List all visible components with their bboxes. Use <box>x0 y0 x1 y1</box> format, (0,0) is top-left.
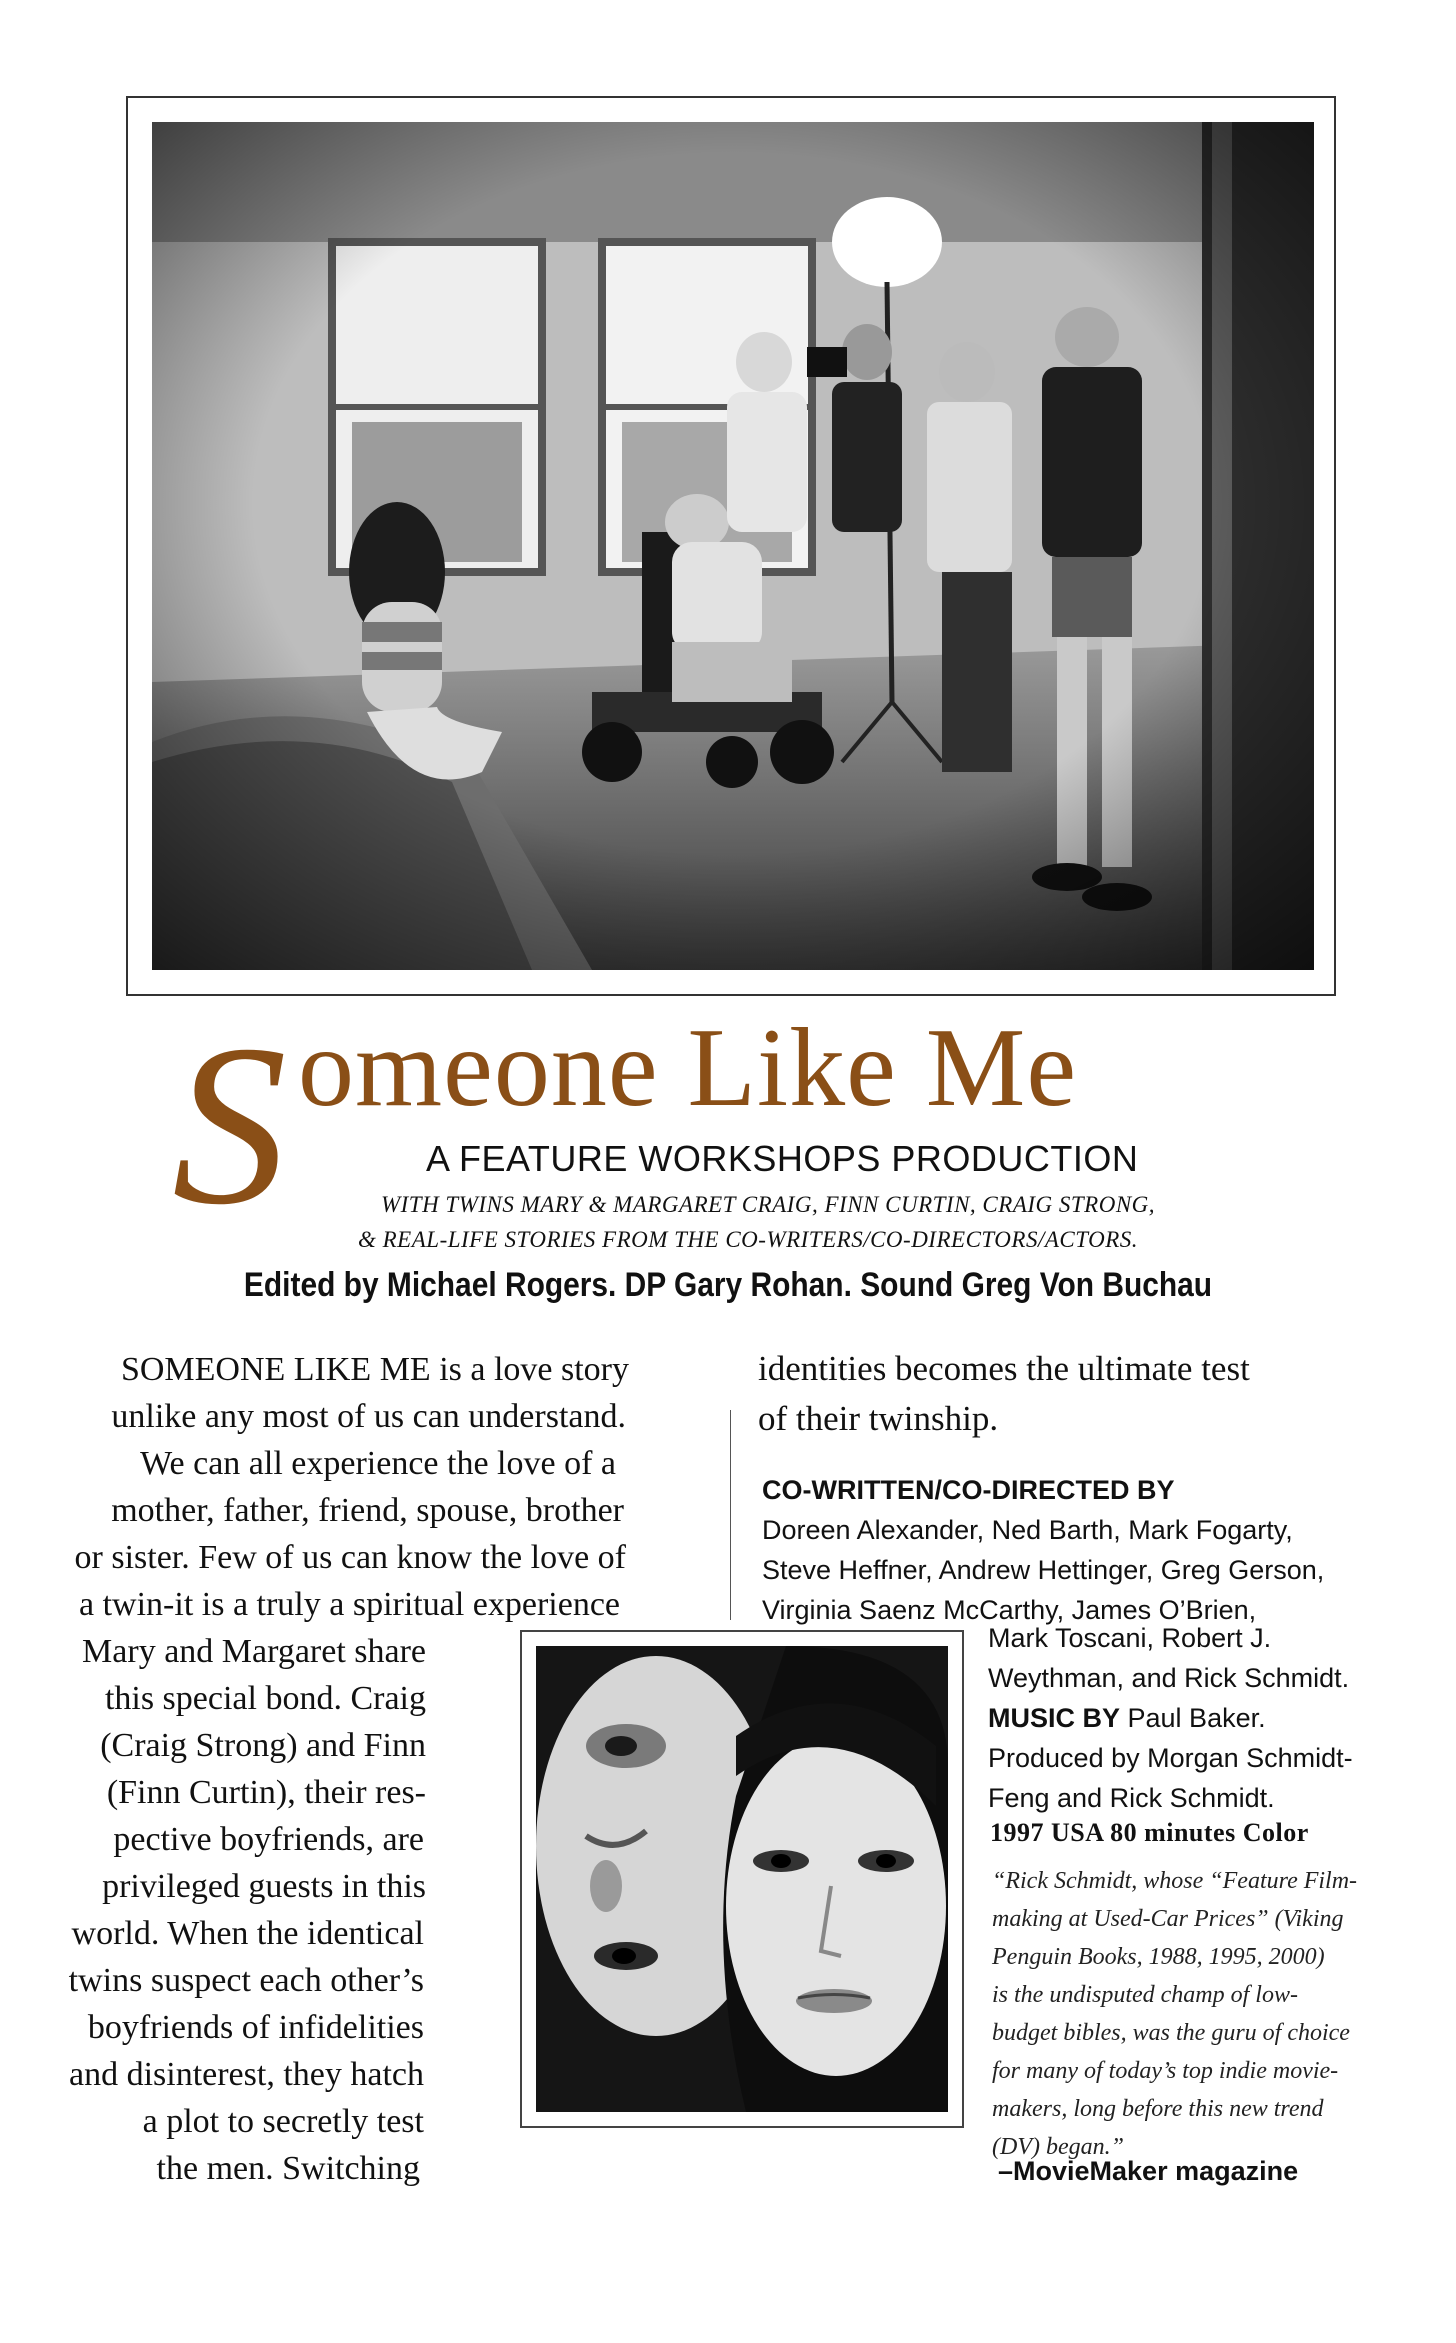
producer-line: Feng and Rick Schmidt. <box>988 1783 1275 1813</box>
twins-portrait-illustration <box>536 1646 948 2112</box>
press-quote <box>992 1862 1357 2166</box>
story-line: SOMEONE LIKE ME is a love story <box>120 1351 629 1388</box>
quote-line: budget bibles, was the guru of choice <box>992 2020 1350 2046</box>
page-title: omeone Like Me <box>298 1006 1078 1130</box>
film-set-photo <box>152 122 1314 970</box>
story-line: Mary and Margaret share <box>82 1633 426 1670</box>
cowriters-line: Doreen Alexander, Ned Barth, Mark Fogarty, <box>762 1515 1293 1545</box>
production-subtitle: A FEATURE WORKSHOPS PRODUCTION <box>426 1138 1139 1179</box>
story-line: identities becomes the ultimate test <box>758 1349 1250 1388</box>
story-right-column <box>758 1344 1250 1444</box>
story-line: pective boyfriends, are <box>113 1821 424 1858</box>
cowriters-block <box>762 1470 1324 1630</box>
twins-portrait-frame <box>520 1630 964 2128</box>
cowriters-heading: CO-WRITTEN/CO-DIRECTED BY <box>762 1475 1175 1505</box>
cowriters-line: Steve Heffner, Andrew Hettinger, Greg Gerson, <box>762 1555 1325 1585</box>
film-spec: 1997 USA 80 minutes Color <box>990 1818 1309 1847</box>
producer-line: Produced by Morgan Schmidt- <box>988 1743 1353 1773</box>
story-line: a twin-it is a truly a spiritual experience <box>79 1586 620 1623</box>
story-line: of their twinship. <box>758 1399 999 1438</box>
quote-line: makers, long before this new trend <box>992 2096 1324 2122</box>
music-name: Paul Baker. <box>1120 1703 1266 1733</box>
quote-line: is the undisputed champ of low- <box>992 1982 1298 2008</box>
quote-attribution: –MovieMaker magazine <box>998 2156 1299 2186</box>
music-credit <box>988 1698 1353 1738</box>
column-divider <box>730 1410 731 1620</box>
cast-line-1: WITH TWINS MARY & MARGARET CRAIG, FINN CURTIN, CRAIG STRONG, <box>380 1192 1156 1217</box>
story-line: world. When the identical <box>71 1915 424 1952</box>
story-line: a plot to secretly test <box>142 2103 424 2140</box>
story-line: or sister. Few of us can know the love of <box>74 1539 626 1576</box>
story-line: privileged guests in this <box>102 1868 426 1905</box>
twins-portrait-photo <box>536 1646 948 2112</box>
cowriters-line: Virginia Saenz McCarthy, James O’Brien, <box>762 1595 1257 1625</box>
cowriters-line: Mark Toscani, Robert J. <box>988 1623 1272 1653</box>
quote-line: making at Used-Car Prices” (Viking <box>992 1906 1344 1932</box>
photo-frame <box>126 96 1336 996</box>
story-line: boyfriends of infidelities <box>87 2009 424 2046</box>
cowriters-block-cont <box>988 1618 1353 1818</box>
story-line: (Craig Strong) and Finn <box>100 1727 426 1764</box>
story-line: the men. Switching <box>156 2150 420 2187</box>
music-label: MUSIC BY <box>988 1703 1121 1733</box>
quote-line: “Rick Schmidt, whose “Feature Film- <box>992 1868 1358 1894</box>
quote-line: Penguin Books, 1988, 1995, 2000) <box>992 1944 1325 1970</box>
story-line: (Finn Curtin), their res- <box>106 1774 426 1811</box>
story-line: unlike any most of us can understand. <box>111 1398 626 1435</box>
story-line: mother, father, friend, spouse, brother <box>111 1492 624 1529</box>
title-initial: S <box>172 997 287 1252</box>
story-line: and disinterest, they hatch <box>68 2056 424 2093</box>
crew-credits: Edited by Michael Rogers. DP Gary Rohan. Sound Greg Von Buchau <box>243 1266 1213 1304</box>
cowriters-line: Weythman, and Rick Schmidt. <box>988 1663 1350 1693</box>
story-line: twins suspect each other’s <box>68 1962 424 1999</box>
quote-line: for many of today’s top indie movie- <box>992 2058 1339 2084</box>
film-set-illustration <box>152 122 1314 970</box>
story-line: We can all experience the love of a <box>140 1445 616 1482</box>
quote-line: (DV) began.” <box>992 2134 1124 2160</box>
story-line: this special bond. Craig <box>104 1680 426 1717</box>
cast-line-2: & REAL-LIFE STORIES FROM THE CO-WRITERS/CO-DIRECTORS/ACTORS. <box>357 1227 1139 1252</box>
